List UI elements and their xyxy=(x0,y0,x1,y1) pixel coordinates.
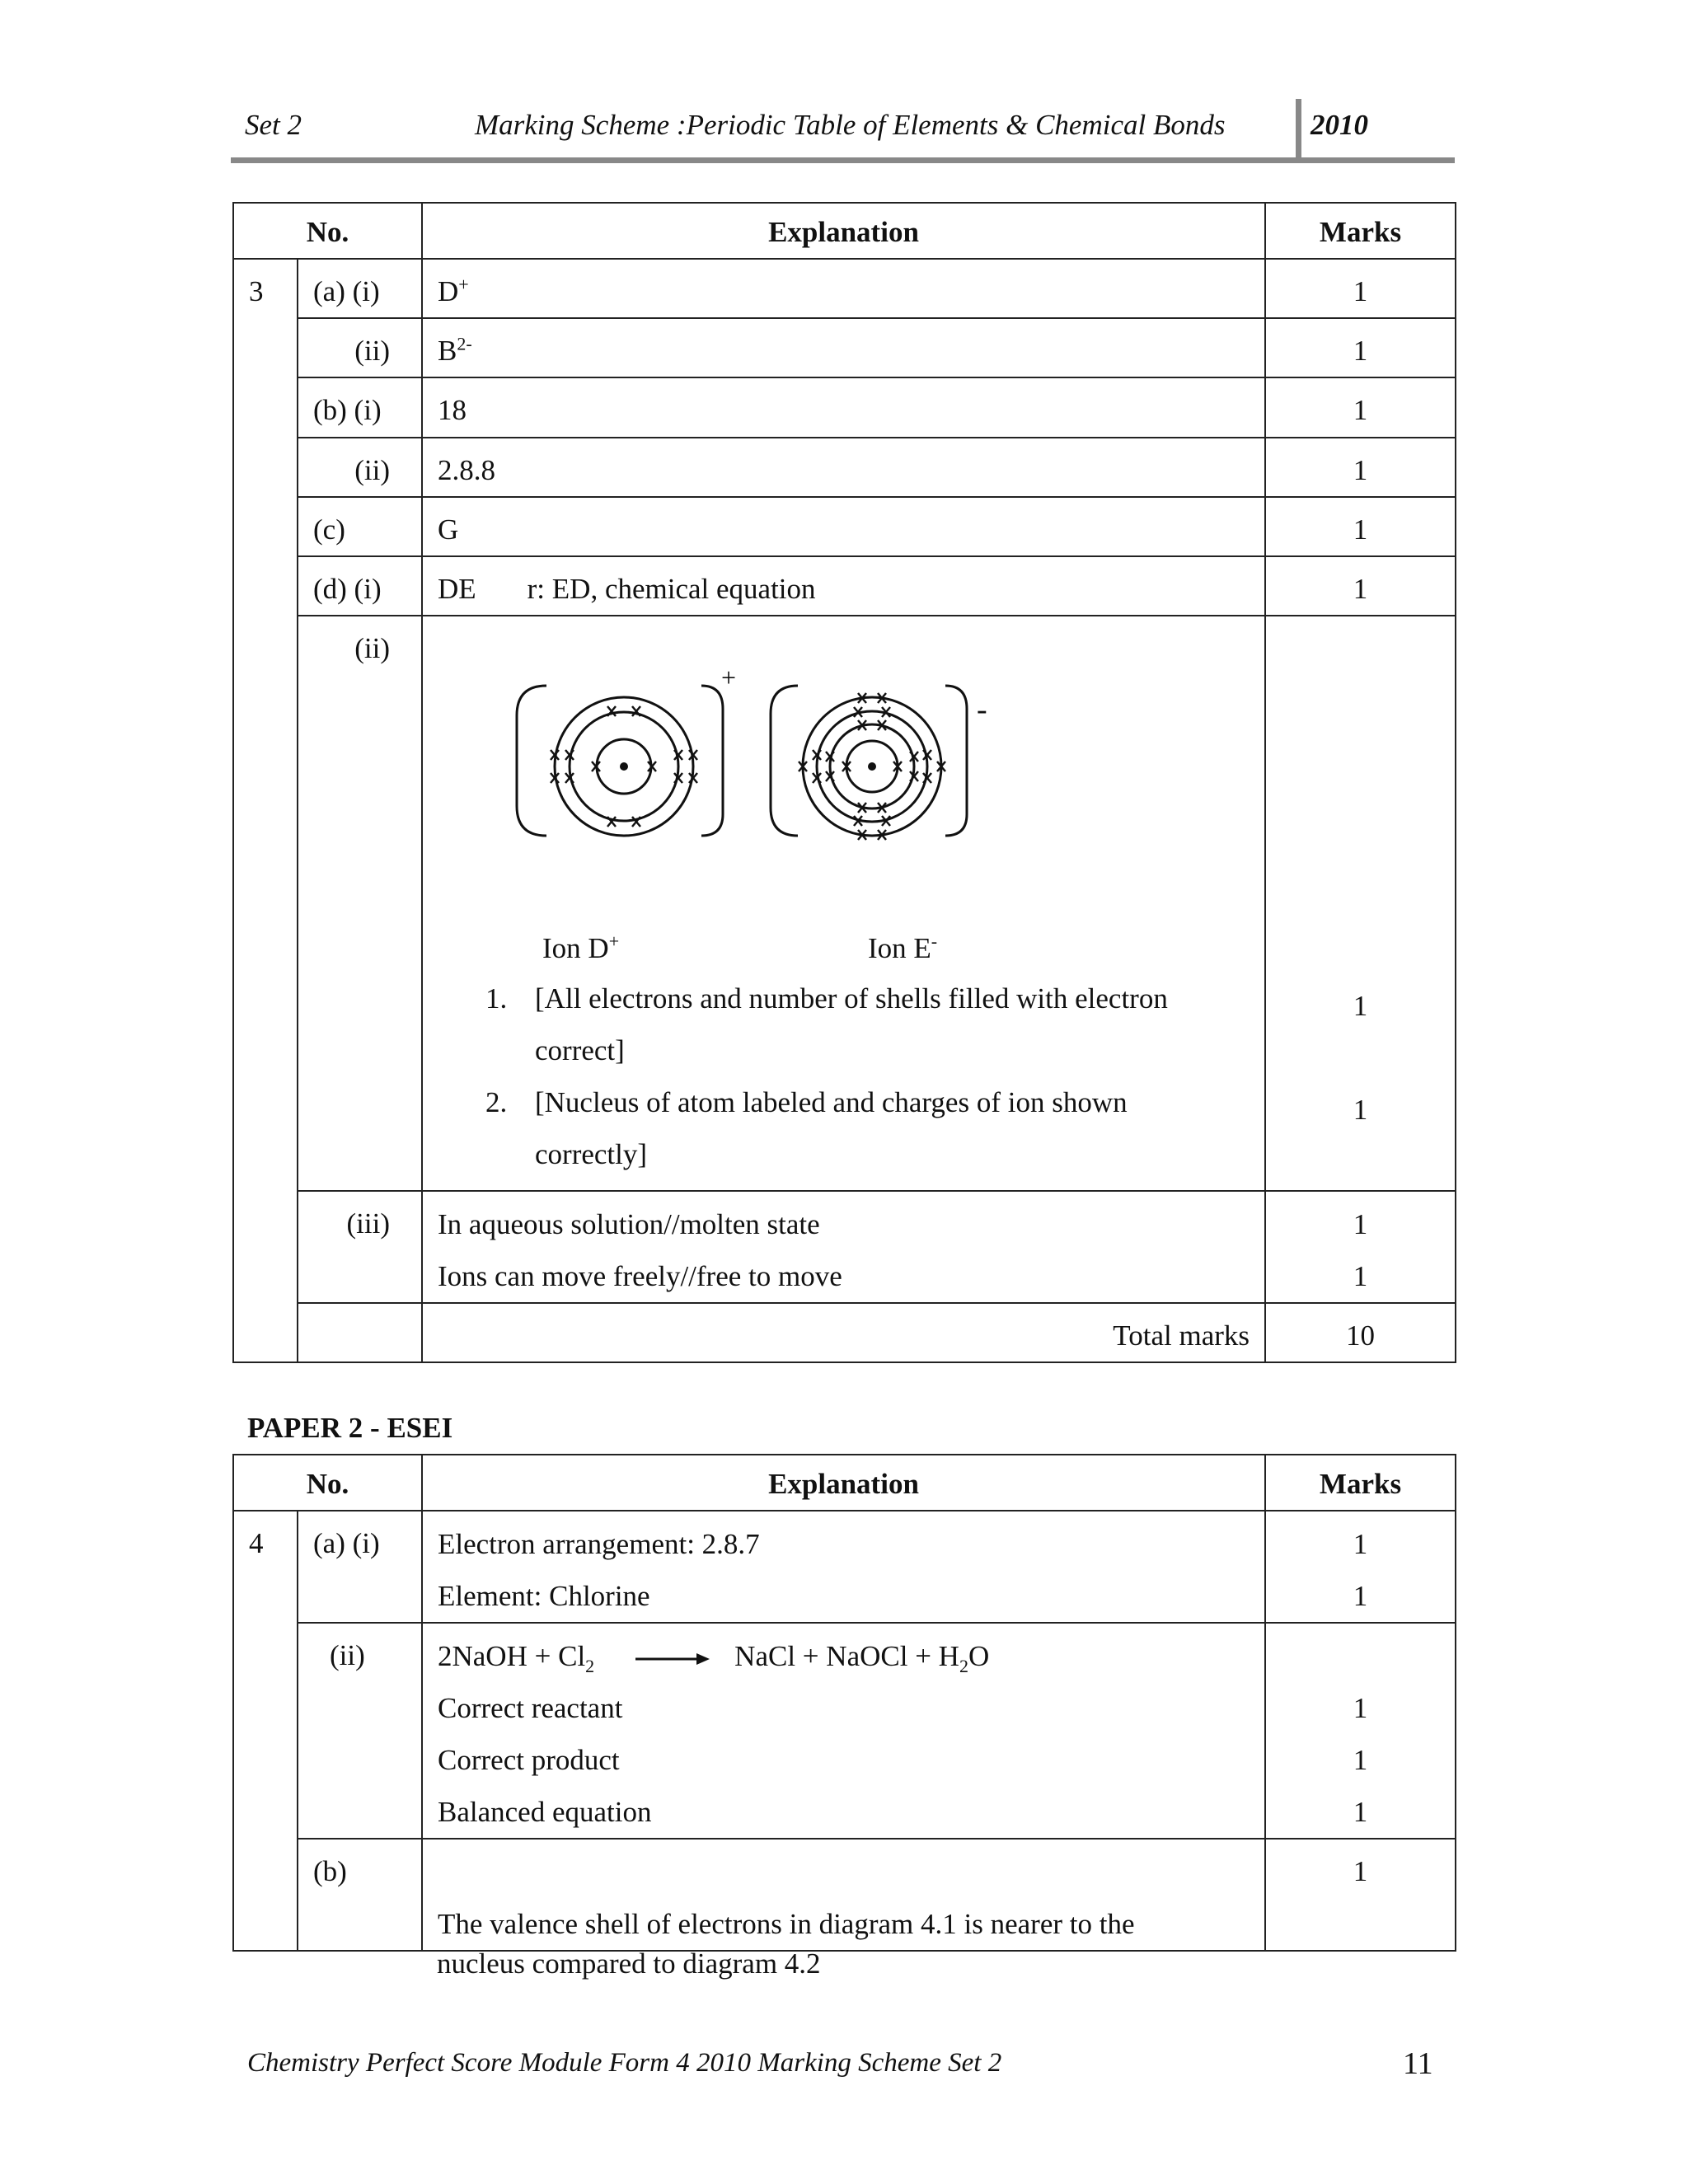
sub-label: (b) xyxy=(298,1839,422,1951)
header-rule xyxy=(231,157,1455,163)
answer-text: 18 xyxy=(422,377,1265,438)
mark-value: 1 xyxy=(1353,990,1368,1022)
header-divider xyxy=(1296,99,1301,161)
ion-diagrams xyxy=(423,616,1266,946)
mark-value: 1 xyxy=(1353,1094,1368,1126)
ion-d-right-bracket xyxy=(701,686,723,836)
paper-2-title: PAPER 2 - ESEI xyxy=(247,1412,453,1444)
mark-value: 1 xyxy=(1265,318,1456,377)
table-row xyxy=(233,616,1456,1191)
sub-label: (c) xyxy=(298,497,422,556)
col-header-explanation: Explanation xyxy=(422,203,1265,259)
ion-e-right-bracket xyxy=(945,686,967,836)
mark-value: 1 xyxy=(1265,438,1456,497)
table-row-total xyxy=(233,1303,1456,1362)
col-header-explanation: Explanation xyxy=(422,1455,1265,1511)
answer-text: In aqueous solution//molten state Ions can move freely//free to move xyxy=(422,1191,1265,1303)
table-row xyxy=(233,1511,1456,1623)
criteria-list: 1. [All electrons and number of shells filled with electron correct] 2. [Nucleus of atom labeled and charges of ion shown correctly] xyxy=(485,982,1168,1170)
mark-value: 1 xyxy=(1265,556,1456,616)
table-row xyxy=(233,1191,1456,1303)
header-set: Set 2 xyxy=(245,109,302,141)
mark-value: 1 xyxy=(1265,497,1456,556)
ion-d-label: Ion D+ xyxy=(542,930,620,964)
col-header-no: No. xyxy=(233,1455,422,1511)
total-label: Total marks xyxy=(422,1303,1265,1362)
mark-value: 1 1 1 xyxy=(1265,1623,1456,1839)
table-row xyxy=(233,497,1456,556)
sub-label: (ii) xyxy=(298,616,422,1191)
sub-label: (ii) xyxy=(298,318,422,377)
answer-text: 2NaOH + $Cl_2$ NaCl + NaOCl + $H_2O$ Correct reactant Correct product Balanced equation xyxy=(422,1623,1265,1839)
mark-cell xyxy=(1265,616,1456,1191)
answer-continuation: nucleus compared to diagram 4.2 xyxy=(437,1947,821,1980)
table-row xyxy=(233,438,1456,497)
answer-text: D+ xyxy=(422,259,1265,318)
col-header-no: No. xyxy=(233,203,422,259)
ion-d-nucleus xyxy=(620,762,628,771)
table-row xyxy=(233,377,1456,438)
sub-label: (iii) xyxy=(298,1191,422,1303)
sub-label: (ii) xyxy=(298,1623,422,1839)
answer-text: 2.8.8 xyxy=(422,438,1265,497)
answer-text: The valence shell of electrons in diagram 4.1 is nearer to the xyxy=(422,1839,1265,1951)
header-title: Marking Scheme :Periodic Table of Elements & Chemical Bonds xyxy=(475,109,1226,141)
table-header-row xyxy=(233,203,1456,259)
answer-text: Electron arrangement: 2.8.7 Element: Chlorine xyxy=(422,1511,1265,1623)
table-row xyxy=(233,318,1456,377)
chemical-equation: 2NaOH + $Cl_2$ NaCl + NaOCl + $H_2O$ xyxy=(438,1640,990,1676)
sub-label: (ii) xyxy=(298,438,422,497)
mark-value: 1 1 xyxy=(1265,1191,1456,1303)
mark-value: 1 xyxy=(1265,1839,1456,1951)
header-year: 2010 xyxy=(1311,109,1368,141)
ion-e-charge: - xyxy=(977,692,987,727)
sub-label: (d) (i) xyxy=(298,556,422,616)
col-header-marks: Marks xyxy=(1265,1455,1456,1511)
table-row xyxy=(233,556,1456,616)
sub-label: (a) (i) xyxy=(298,1511,422,1623)
table-row xyxy=(233,259,1456,318)
answer-text: $B^{2-}$ xyxy=(422,318,1265,377)
reaction-arrow-icon xyxy=(635,1651,710,1667)
sub-label: (b) (i) xyxy=(298,377,422,438)
ion-e-left-bracket xyxy=(771,686,798,836)
marking-table-q4 xyxy=(232,1454,1456,1952)
footer-title: Chemistry Perfect Score Module Form 4 2010 Marking Scheme Set 2 xyxy=(247,2048,1002,2078)
sub-label: (a) (i) xyxy=(298,259,422,318)
col-header-marks: Marks xyxy=(1265,203,1456,259)
page-number: 11 xyxy=(1403,2046,1433,2081)
ion-d-left-bracket xyxy=(517,686,546,836)
table-row xyxy=(233,1839,1456,1951)
ion-e-nucleus xyxy=(868,762,876,771)
ion-diagram-cell xyxy=(422,616,1265,1191)
answer-text: DE r: ED, chemical equation xyxy=(422,556,1265,616)
mark-value: 1 1 xyxy=(1265,1511,1456,1623)
table-header-row xyxy=(233,1455,1456,1511)
answer-text: G xyxy=(422,497,1265,556)
mark-value: 1 xyxy=(1265,259,1456,318)
ion-d-charge: + xyxy=(721,663,737,692)
total-value: 10 xyxy=(1265,1303,1456,1362)
ion-e-label: Ion E- xyxy=(868,930,938,964)
question-number: 4 xyxy=(233,1511,298,1623)
table-row xyxy=(233,1623,1456,1839)
question-number: 3 xyxy=(233,259,298,318)
marking-table-q3 xyxy=(232,202,1456,1363)
mark-value: 1 xyxy=(1265,377,1456,438)
